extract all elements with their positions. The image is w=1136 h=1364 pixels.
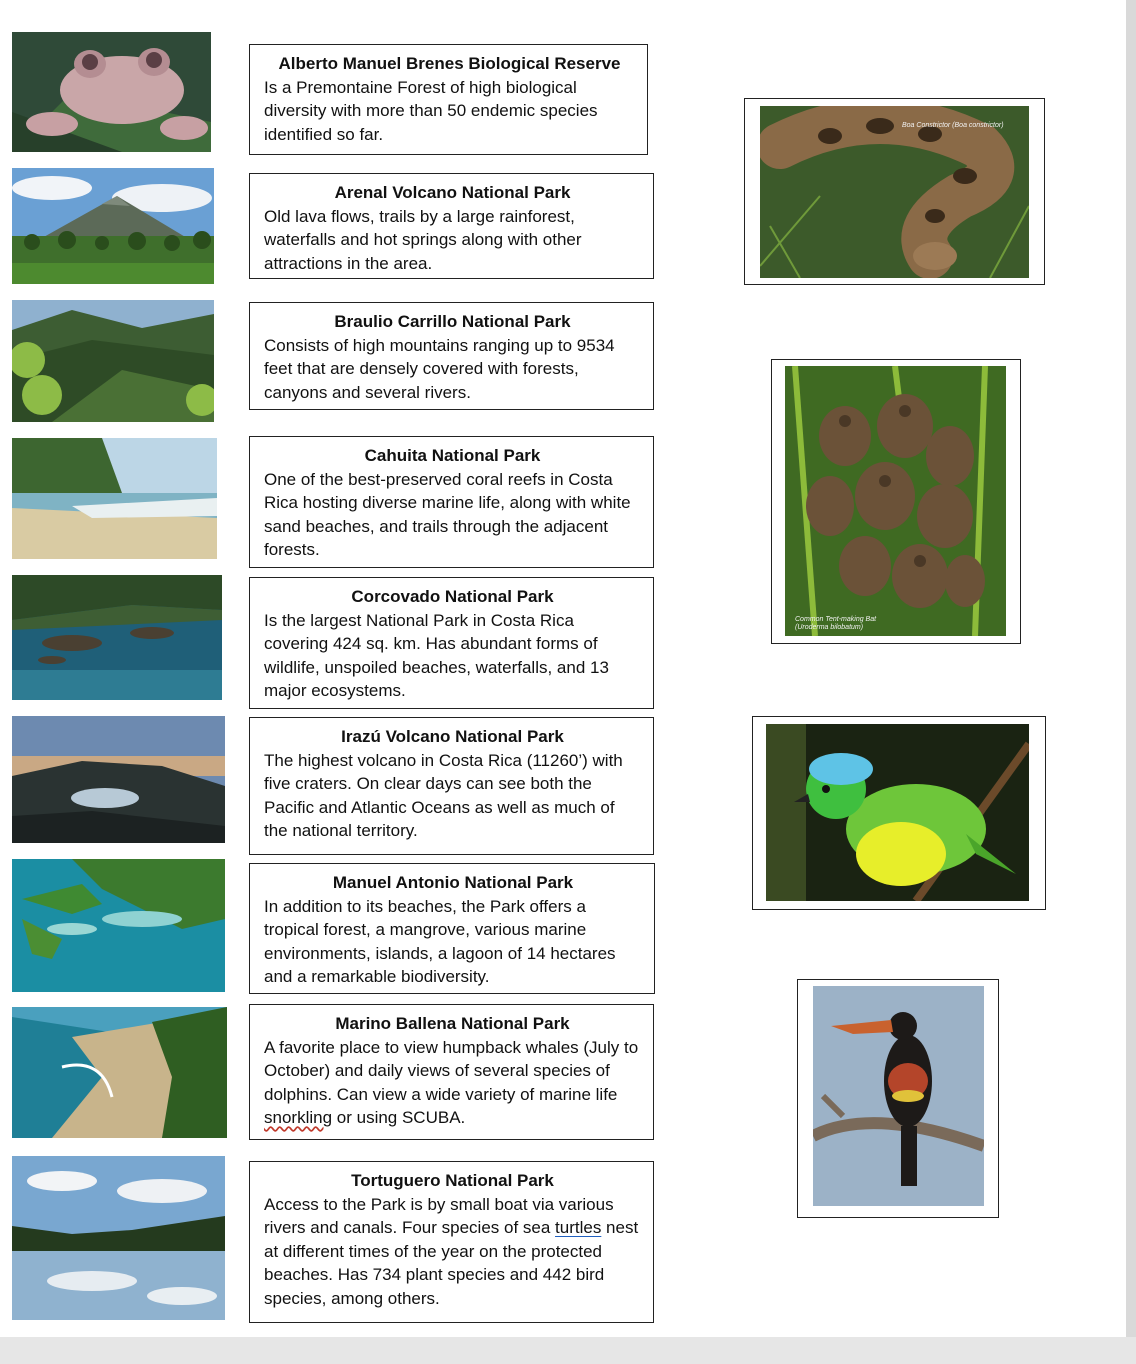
bats-caption: Common Tent-making Bat (Uroderma bilobatum) — [795, 616, 877, 631]
beach-photo — [12, 438, 217, 559]
park-title: Irazú Volcano National Park — [341, 727, 564, 746]
park-card-marino-ballena — [249, 1004, 654, 1140]
park-description: A favorite place to view humpback whales (July to October) and daily views of several species of dolphins. Can view a wide variety of marine life snorkling or using SCUBA. — [264, 1037, 639, 1127]
crater-photo — [12, 716, 225, 843]
aracari-toucan-photo — [813, 986, 984, 1206]
aerial-islands-photo — [12, 859, 225, 992]
park-title: Corcovado National Park — [351, 587, 554, 606]
park-title: Braulio Carrillo National Park — [334, 312, 571, 331]
park-card-cahuita — [249, 436, 654, 568]
park-card-arenal — [249, 173, 654, 279]
park-description: The highest volcano in Costa Rica (11260’) with five craters. On clear days can see both the Pacific and Atlantic Oceans as well as much of the national territory. — [264, 750, 623, 840]
park-card-irazu — [249, 717, 654, 855]
park-description: Consists of high mountains ranging up to 9534 feet that are densely covered with forests, canyons and several rivers. — [264, 335, 615, 402]
park-card-braulio-carrillo — [249, 302, 654, 410]
park-card-manuel-antonio — [249, 863, 655, 994]
frog-photo — [12, 32, 211, 152]
park-description: Access to the Park is by small boat via various rivers and canals. Four species of sea turtles nest at different times of the year on the protected beaches. Has 734 plant species and 442 bird species, among others. — [264, 1194, 639, 1308]
park-description: In addition to its beaches, the Park offers a tropical forest, a mangrove, various marine environments, islands, a lagoon of 14 hectares and a remarkable biodiversity. — [264, 896, 616, 986]
park-title: Marino Ballena National Park — [335, 1014, 570, 1033]
park-title: Cahuita National Park — [364, 446, 541, 465]
park-card-corcovado — [249, 577, 654, 709]
volcano-photo — [12, 168, 214, 284]
grammar-flagged-word[interactable]: turtles — [555, 1218, 602, 1237]
tent-making-bats-photo — [785, 366, 1006, 636]
boa-constrictor-photo — [760, 106, 1029, 278]
park-title: Tortuguero National Park — [351, 1171, 554, 1190]
park-title: Manuel Antonio National Park — [332, 873, 574, 892]
park-card-tortuguero — [249, 1161, 654, 1323]
park-description: One of the best-preserved coral reefs in Costa Rica hosting diverse marine life, along with white sand beaches, and trails through the adjacent forests. — [264, 469, 631, 559]
park-title: Alberto Manuel Brenes Biological Reserve — [278, 54, 621, 73]
spellcheck-flagged-word[interactable]: snorkling — [264, 1108, 333, 1127]
park-card-brenes — [249, 44, 648, 155]
boa-caption: Boa Constrictor (Boa constrictor) — [902, 122, 1004, 129]
park-description: Old lava flows, trails by a large rainforest, waterfalls and hot springs along with other attractions in the area. — [264, 206, 582, 273]
mountain-forest-photo — [12, 300, 214, 422]
park-description: Is the largest National Park in Costa Rica covering 424 sq. km. Has abundant forms of wildlife, unspoiled beaches, waterfalls, and 13 major ecosystems. — [264, 610, 609, 700]
green-honeycreeper-photo — [766, 724, 1029, 901]
aerial-beach-photo — [12, 1007, 227, 1138]
page-bottom-bar — [0, 1337, 1136, 1364]
park-description: Is a Premontaine Forest of high biological diversity with more than 50 endemic species identified so far. — [264, 77, 598, 144]
coast-rocks-photo — [12, 575, 222, 700]
page-edge — [1126, 0, 1136, 1364]
river-reflection-photo — [12, 1156, 225, 1320]
park-title: Arenal Volcano National Park — [334, 183, 571, 202]
